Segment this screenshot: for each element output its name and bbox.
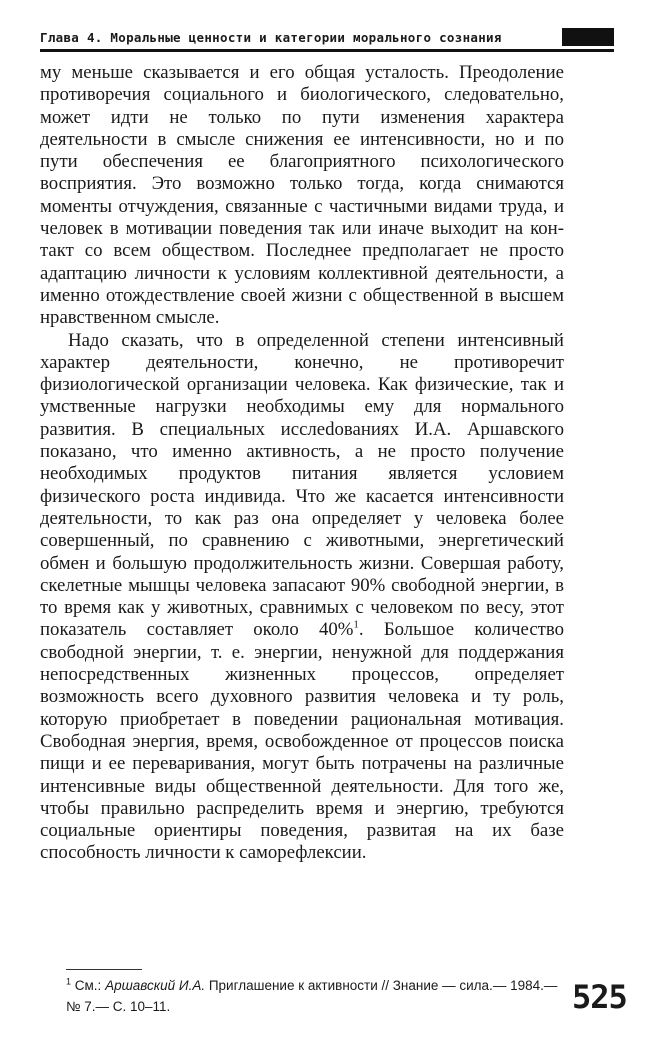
paragraph-2: [40, 330, 564, 865]
footnote-reference: 1: [353, 619, 359, 632]
footnote-text: [40, 975, 564, 1017]
running-title: Глава 4. Моральные ценности и категории морального сознания: [40, 30, 502, 45]
footnote: [40, 975, 564, 1017]
main-text: [40, 62, 564, 865]
footnote-mark: 1: [66, 976, 72, 987]
header-black-bar: [562, 28, 614, 46]
paragraph-2-part-1: Надо сказать, что в определенной степени интенсивный характер деятельности, конечно, не противоречит физиологической организации человека. Как физические, так и умственные нагрузки необходимы ему для нормального развития. В специальных исслеdованиях И.А. Аршавского показано, что именно активность, а не просто получение необходимых продуктов питания является условием физического роста индивида. Что же касается интенсивности деятельности, то как раз она определяет у человека более совершенный, по сравнению с животными, энергетический обмен и большую продолжительность жизни. Совершая работу, скелетные мышцы человека запасают 90% свободной энергии, в то время как у животных, сравнимых с человеком по весу, этот показатель составляет около 40%: [40, 329, 564, 641]
footnote-prefix: См.:: [71, 978, 106, 993]
footnote-source: Приглашение к активности // Знание — сила.— 1984.— № 7.— С. 10–11.: [66, 978, 558, 1014]
page-number: 525: [572, 978, 627, 1016]
paragraph-2-part-2: . Большое количество свободной энергии, т. е. энергии, ненужной для поддержания непосредственных жизненных процессов, определяет возможность всего духовного развития человека и ту роль, которую приобретает в поведении рациональная мотивация. Свободная энергия, время, освобожденное от процессов поиска пищи и ее переваривания, могут быть потрачены на различные интенсивные виды общественной деятельности. Для того же, чтобы правильно распределить время и энергию, требуются социальные ориентиры поведения, развитая на их базе способность личности к саморефлексии.: [40, 619, 565, 864]
footnote-author: Аршавский И.А.: [105, 978, 206, 993]
running-header: [40, 28, 614, 50]
footnote-separator: [66, 969, 142, 970]
paragraph-1: му меньше сказывается и его общая усталость. Преодоление противоречия социального и биологического, следовательно, может идти не только по пути изменения характера деятельности в смысле снижения ее интенсивности, но и по пути обеспечения ее благоприятного психологического восприятия. Это возможно только тогда, когда снимаются моменты отчуждения, связанные с частичными видами труда, и человек в мотивации поведения так или иначе выходит на контакт со всем обществом. Последнее предполагает не просто адаптацию личности к условиям коллективной деятельности, а именно отождествление своей жизни с общественной в высшем нравственном смысле.: [40, 62, 564, 329]
header-rule: [40, 49, 614, 52]
